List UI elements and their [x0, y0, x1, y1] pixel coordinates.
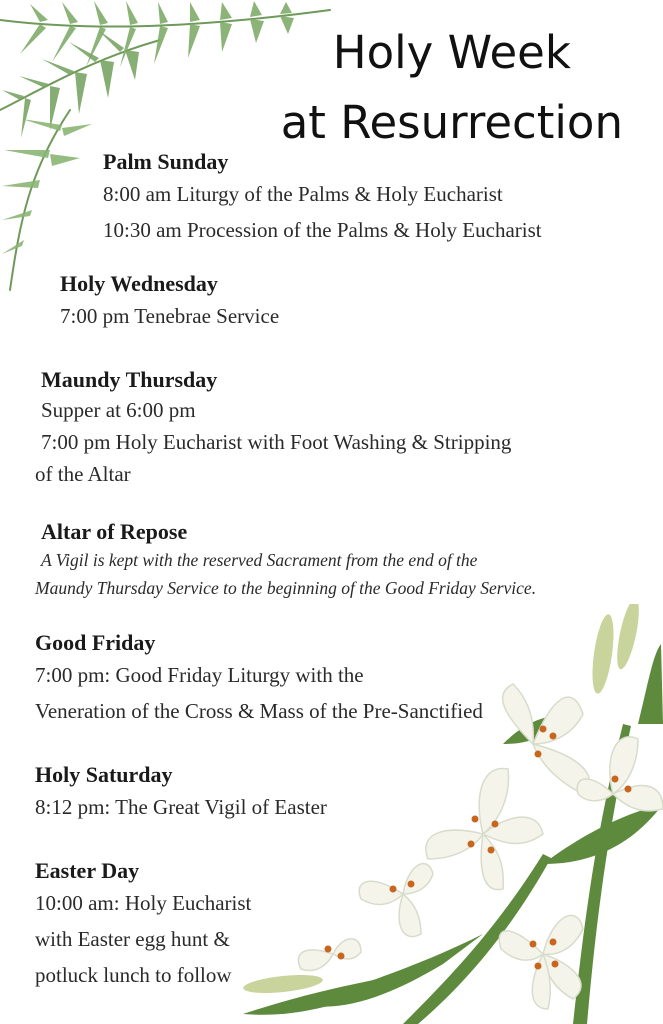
page-title: [281, 18, 623, 158]
section-maundy-thursday: [35, 366, 511, 490]
section-heading: Easter Day: [35, 858, 140, 883]
section-holy-saturday: [35, 761, 327, 825]
section-line: 7:00 pm: Good Friday Liturgy with the: [35, 663, 364, 687]
section-palm-sunday: [103, 148, 542, 248]
section-line: 8:12 pm: The Great Vigil of Easter: [35, 795, 327, 819]
section-line: 10:30 am Procession of the Palms & Holy Eucharist: [103, 218, 542, 242]
section-heading: Maundy Thursday: [41, 367, 218, 392]
section-heading: Holy Wednesday: [60, 271, 218, 296]
section-line: of the Altar: [35, 462, 131, 486]
section-heading: Good Friday: [35, 630, 156, 655]
section-holy-wednesday: [60, 270, 279, 334]
section-line: A Vigil is kept with the reserved Sacrament from the end of the: [41, 550, 478, 570]
section-heading: Palm Sunday: [103, 149, 229, 174]
section-line: with Easter egg hunt &: [35, 927, 230, 951]
title-line-1: Holy Week: [332, 26, 571, 79]
section-line: 7:00 pm Tenebrae Service: [60, 304, 280, 328]
title-line-2: at Resurrection: [280, 96, 623, 149]
section-line: Veneration of the Cross & Mass of the Pre-Sanctified: [35, 699, 483, 723]
section-heading: Altar of Repose: [41, 519, 188, 544]
section-line: potluck lunch to follow: [35, 963, 232, 987]
section-line: 7:00 pm Holy Eucharist with Foot Washing & Stripping: [41, 430, 512, 454]
section-easter-day: [35, 857, 251, 993]
section-good-friday: [35, 629, 483, 729]
section-line: 8:00 am Liturgy of the Palms & Holy Eucharist: [103, 182, 503, 206]
section-heading: Holy Saturday: [35, 762, 173, 787]
section-line: Supper at 6:00 pm: [41, 398, 196, 422]
section-altar-of-repose: [35, 518, 536, 602]
section-line: Maundy Thursday Service to the beginning of the Good Friday Service.: [35, 578, 537, 598]
section-line: 10:00 am: Holy Eucharist: [35, 891, 252, 915]
